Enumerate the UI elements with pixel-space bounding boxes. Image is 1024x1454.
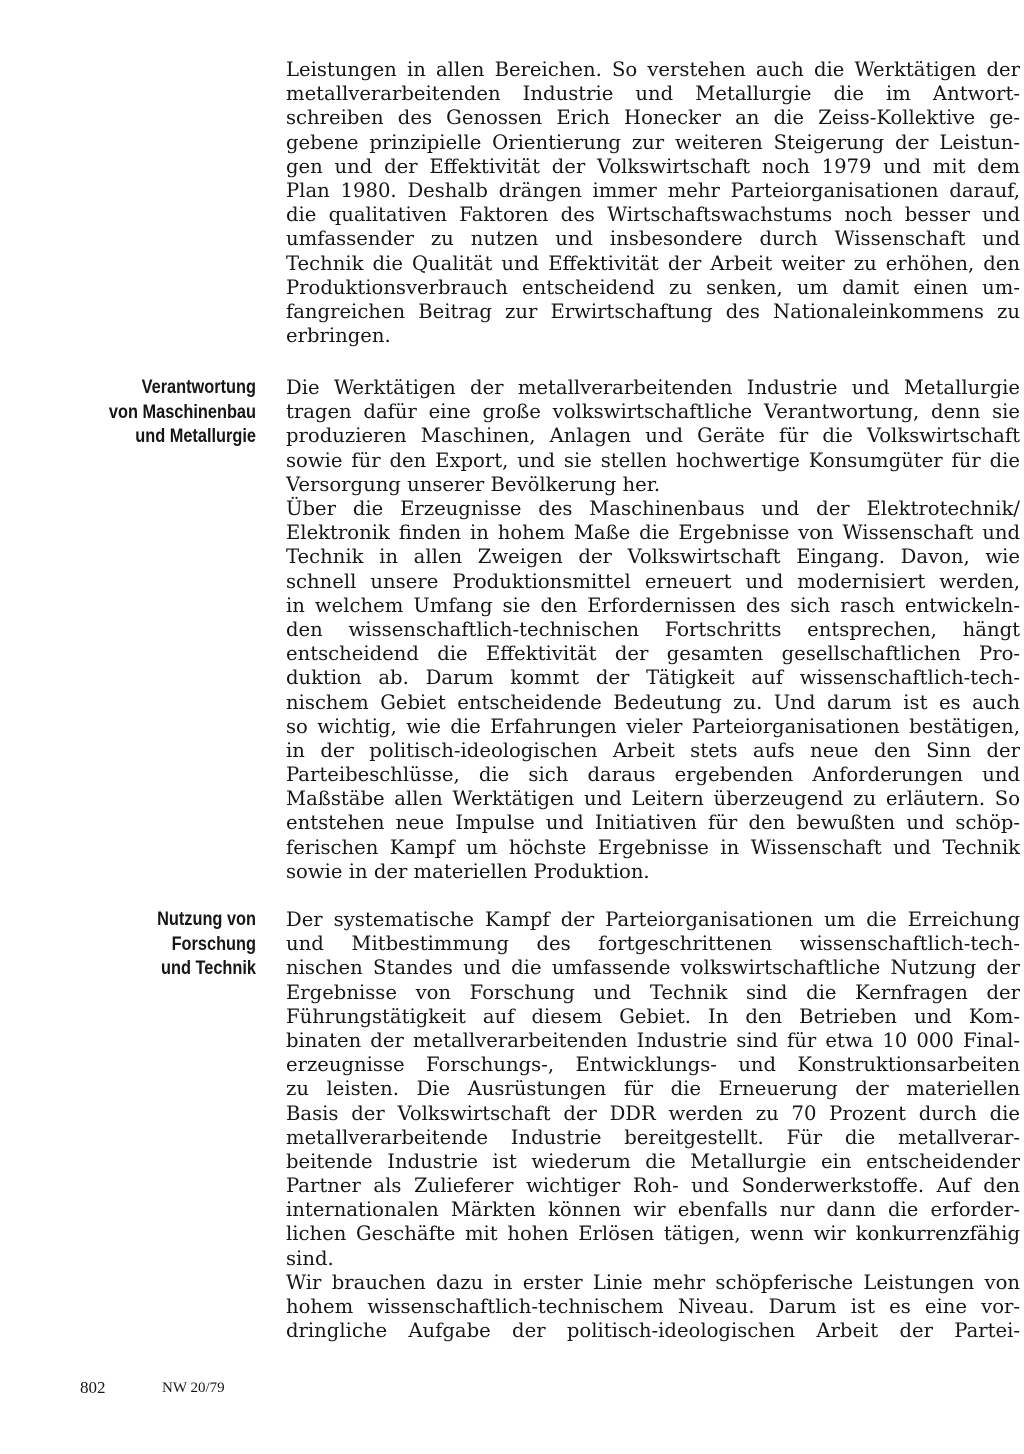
text-line: ferischen Kampf um höchste Ergebnisse in Wissenschaft und Technik <box>286 835 1020 859</box>
text-line: fangreichen Beitrag zur Erwirtschaftung des Nationaleinkommens zu <box>286 299 1020 323</box>
heading-line: und Technik <box>160 958 256 979</box>
section-heading-verantwortung <box>84 376 256 450</box>
text-line: Plan 1980. Deshalb drängen immer mehr Parteiorganisationen darauf, <box>286 178 1020 202</box>
text-line: metallverarbeitende Industrie bereitgestellt. Für die metallverar- <box>286 1125 1020 1149</box>
heading-line: und Metallurgie <box>135 426 256 447</box>
text-line: sowie für den Export, und sie stellen hochwertige Konsumgüter für die <box>286 448 1020 472</box>
section1-paragraph1 <box>286 376 1020 497</box>
text-line: schreiben des Genossen Erich Honecker an die Zeiss-Kollektive ge- <box>286 106 1020 130</box>
text-line: metallverarbeitenden Industrie und Metallurgie die im Antwort- <box>286 82 1020 106</box>
text-line: nischem Gebiet entscheidende Bedeutung zu. Und darum ist es auch <box>286 690 1020 714</box>
text-line: Führungstätigkeit auf diesem Gebiet. In den Betrieben und Kom- <box>286 1004 1020 1028</box>
text-line: internationalen Märkten können wir ebenfalls nur dann die erforder- <box>286 1198 1020 1222</box>
text-line: Maßstäbe allen Werktätigen und Leitern überzeugend zu erläutern. So <box>286 787 1020 811</box>
text-line: binaten der metallverarbeitenden Industrie sind für etwa 10 000 Final- <box>286 1028 1020 1052</box>
text-line: sind. <box>286 1246 334 1270</box>
text-line: Technik in allen Zweigen der Volkswirtschaft Eingang. Davon, wie <box>286 545 1020 569</box>
text-line: Leistungen in allen Bereichen. So verstehen auch die Werktätigen der <box>286 58 1020 81</box>
heading-line: Verantwortung <box>141 377 256 398</box>
section2-paragraph2 <box>286 1271 1020 1344</box>
text-line: Der systematische Kampf der Parteiorganisationen um die Erreichung <box>286 908 1020 931</box>
text-line: schnell unsere Produktionsmittel erneuert und modernisiert werden, <box>286 569 1020 593</box>
text-line: Ergebnisse von Forschung und Technik sind die Kernfragen der <box>286 980 1020 1004</box>
text-line: in der politisch-ideologischen Arbeit stets aufs neue den Sinn der <box>286 738 1020 762</box>
text-line: in welchem Umfang sie den Erfordernissen des sich rasch entwickeln- <box>286 593 1020 617</box>
text-line: beitende Industrie ist wiederum die Metallurgie ein entscheidender <box>286 1149 1020 1173</box>
text-line: umfassender zu nutzen und insbesondere durch Wissenschaft und <box>286 227 1020 251</box>
text-line: erzeugnisse Forschungs-, Entwicklungs- und Konstruktionsarbeiten <box>286 1053 1020 1077</box>
text-line: dringliche Aufgabe der politisch-ideologischen Arbeit der Partei- <box>286 1319 1020 1343</box>
text-line: die qualitativen Faktoren des Wirtschaftswachstums noch besser und <box>286 203 1020 227</box>
text-line: Die Werktätigen der metallverarbeitenden Industrie und Metallurgie <box>286 376 1020 399</box>
text-line: und Mitbestimmung des fortgeschrittenen wissenschaftlich-tech- <box>286 932 1020 956</box>
heading-line: von Maschinenbau <box>108 401 257 423</box>
text-line: Technik die Qualität und Effektivität der Arbeit weiter zu erhöhen, den <box>286 251 1020 275</box>
intro-paragraph <box>286 58 1020 348</box>
text-line: entstehen neue Impulse und Initiativen für den bewußten und schöp- <box>286 811 1020 835</box>
heading-line: Nutzung von <box>157 909 256 930</box>
text-line: so wichtig, wie die Erfahrungen vieler Parteiorganisationen bestätigen, <box>286 714 1020 738</box>
heading-line: Forschung <box>171 933 256 955</box>
text-line: produzieren Maschinen, Anlagen und Geräte für die Volkswirtschaft <box>286 424 1020 448</box>
text-line: Wir brauchen dazu in erster Linie mehr schöpferische Leistungen von <box>286 1271 1020 1294</box>
text-line: Elektronik finden in hohem Maße die Ergebnisse von Wissenschaft und <box>286 521 1020 545</box>
text-line: Parteibeschlüsse, die sich daraus ergebenden Anforderungen und <box>286 763 1020 787</box>
text-line: gen und der Effektivität der Volkswirtschaft noch 1979 und mit dem <box>286 154 1020 178</box>
text-line: zu leisten. Die Ausrüstungen für die Erneuerung der materiellen <box>286 1077 1020 1101</box>
text-line: Partner als Zulieferer wichtiger Roh- und Sonderwerkstoffe. Auf den <box>286 1174 1020 1198</box>
section-heading-nutzung <box>84 908 256 982</box>
text-line: den wissenschaftlich-technischen Fortschritts entsprechen, hängt <box>286 617 1020 641</box>
text-line: tragen dafür eine große volkswirtschaftliche Verantwortung, denn sie <box>286 400 1020 424</box>
text-line: lichen Geschäfte mit hohen Erlösen tätigen, wenn wir konkurrenzfähig <box>286 1222 1020 1246</box>
text-line: erbringen. <box>286 324 391 348</box>
text-line: hohem wissenschaftlich-technischem Niveau. Darum ist es eine vor- <box>286 1295 1020 1319</box>
page-number: 802 <box>80 1378 106 1397</box>
issue-reference: NW 20/79 <box>162 1380 225 1396</box>
text-line: Versorgung unserer Bevölkerung her. <box>286 472 661 496</box>
text-line: nischen Standes und die umfassende volkswirtschaftliche Nutzung der <box>286 956 1020 980</box>
text-line: Über die Erzeugnisse des Maschinenbaus und der Elektrotechnik/ <box>286 497 1020 520</box>
text-line: duktion ab. Darum kommt der Tätigkeit auf wissenschaftlich-tech- <box>286 666 1020 690</box>
text-line: sowie in der materiellen Produktion. <box>286 859 650 883</box>
section2-paragraph1 <box>286 908 1020 1271</box>
text-line: gebene prinzipielle Orientierung zur weiteren Steigerung der Leistun- <box>286 130 1020 154</box>
text-line: Produktionsverbrauch entscheidend zu senken, um damit einen um- <box>286 275 1020 299</box>
text-line: entscheidend die Effektivität der gesamten gesellschaftlichen Pro- <box>286 642 1020 666</box>
text-line: Basis der Volkswirtschaft der DDR werden zu 70 Prozent durch die <box>286 1101 1020 1125</box>
section1-paragraph2 <box>286 497 1020 884</box>
